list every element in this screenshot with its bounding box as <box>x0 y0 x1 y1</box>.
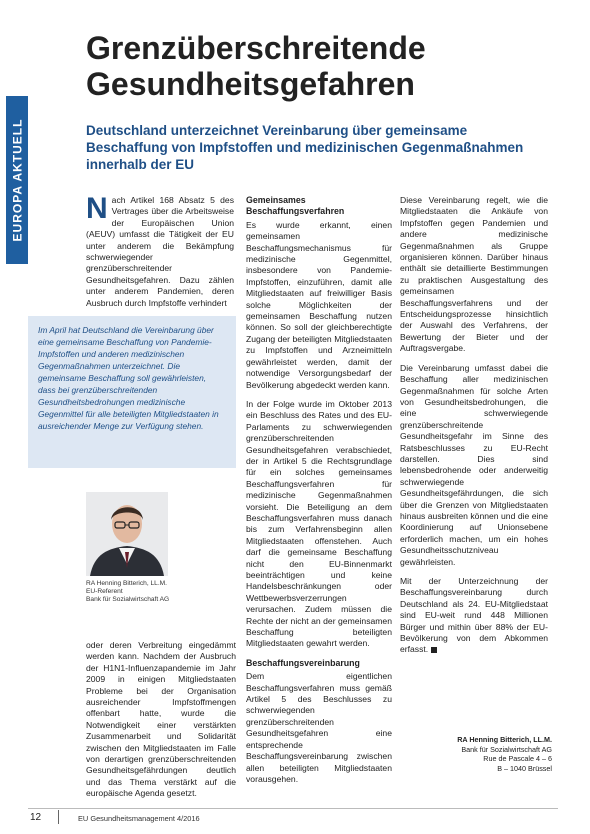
caption-org: Bank für Sozialwirtschaft AG <box>86 596 170 603</box>
intro-paragraph <box>86 192 234 309</box>
paragraph-signature-germany <box>400 576 548 656</box>
caption-name: RA Henning Bitterich, LL.M. <box>86 580 167 587</box>
paragraph-procedure-2: In der Folge wurde im Oktober 2013 ein Beschluss des Rates und des EU-Parlaments zu schwerwiegenden grenzüberschreitenden Gesundheitsgefahren verabschiedet, der in Artikel 5 die Rechtsgrundlage für ein solches gemeinsames Beschaffungsverfahren für medizinische Gegenmaßnahmen vorsieht. Die Beteiligung an dem Beschaffungsverfahren muss danach bis zum Verfahrensbeginn allen Mitgliedstaaten offenstehen. Auch darf die gemeinsame Beschaffung nicht den EU-Binnenmarkt beeinträchtigen und keine Handelsbeschränkungen oder Wettbewerbsverzerrungen verursachen. Zudem müssen die Rechte der nicht an der gemeinsamen Beschaffung beteiligten Mitgliedstaaten gewahrt werden. <box>246 398 392 649</box>
heading-procurement-procedure: Gemeinsames Beschaffungsverfahren <box>246 195 345 217</box>
caption-role: EU-Referent <box>86 588 123 595</box>
article-subtitle: Deutschland unterzeichnet Vereinbarung über gemeinsame Beschaffung von Impfstoffen und medizinischen Gegenmaßnahmen innerhalb der EU <box>86 123 524 172</box>
drop-cap: N <box>86 192 108 225</box>
column-1-bottom <box>86 640 236 808</box>
article-title: Grenzüberschreitende Gesundheitsgefahren <box>86 30 426 102</box>
section-tab <box>6 96 28 264</box>
paragraph-scope: Die Vereinbarung umfasst dabei die Beschaffung aller medizinischen Gegenmaßnahmen für solche Arten von Gesundheitsbedrohungen, die eine schwerwiegende grenzüberschreitende Gesundheitsgefahr im Sinne des Ratsbeschlusses zu EU-Recht darstellen. Dies sind lebensbedrohende oder anderweitig schwerwiegende Gesundheitsgefährdungen, die sich über die Grenzen von Mitgliedstaaten hinaus ausbreiten können und die eine Koordinierung auf Unionsebene erforderlich machen, um ein hohes Gesundheitsschutzniveau gewährleisten. <box>400 362 548 567</box>
footer-divider <box>28 808 558 809</box>
closing-text: Mit der Unterzeichnung der Beschaffungsvereinbarung durch Deutschland als 24. EU-Mitgliedstaat sind EU-weit rund 448 Millionen Bürger und mithin über 88% der EU-Bevölkerung von dem Abkommen erfasst. <box>400 576 548 655</box>
portrait-image <box>86 492 168 576</box>
publication-name: EU Gesundheitsmanagement 4/2016 <box>78 814 200 823</box>
history-paragraph: oder deren Verbreitung eingedämmt werden kann. Nachdem der Ausbruch der H1N1-Influenzapandemie im Jahr 2009 in einigen Mitgliedstaaten Probleme bei der Organisation ausreichender Impfstoffmengen offenbart hatte, wurde die Notwendigkeit einer verstärkten Zusammenarbeit und Solidarität zwischen den Mitgliedstaaten im Falle von derartigen grenzüberschreitenden Gesundheitsgefährdungen deutlich und das Thema verstärkt auf die europäische Agenda gesetzt. <box>86 640 236 799</box>
page-number: 12 <box>30 812 42 823</box>
section-tab-label: EUROPA AKTUELL <box>10 118 25 242</box>
paragraph-procedure-1: Es wurde erkannt, einen gemeinsamen Beschaffungsmechanismus für medizinische Gegenmittel, insbesondere von Pandemie-Impfstoffen, einzuführen, damit alle Mitgliedstaaten auf freiwilliger Basis solche Möglichkeiten der gemeinsamen Beschaffung nutzen können. So soll der gleichberechtigte Zugang der beteiligten Mitgliedstaaten zu Impfstoffen und Arzneimitteln gewährleistet werden, damit der notwendige Versorgungsbedarf der Bevölkerung abgedeckt werden kann. <box>246 219 392 390</box>
signature-name: RA Henning Bitterich, LL.M. <box>457 735 552 744</box>
paragraph-agreement: Dem eigentlichen Beschaffungsverfahren muss gemäß Artikel 5 des Beschlusses zu schwerwiegenden grenzüberschreitenden Gesundheitsgefahren eine entsprechende Beschaffungsvereinbarung zwischen allen beteiligten Mitgliedstaaten vorausgehen. <box>246 671 392 784</box>
author-photo <box>86 492 168 576</box>
column-3 <box>400 195 548 664</box>
column-2 <box>246 195 392 793</box>
pull-quote: Im April hat Deutschland die Vereinbarung über eine gemeinsame Beschaffung von Pandemie-Impfstoffen und anderen medizinischen Gegenmaßnahmen unterzeichnet. Die gemeinsame Beschaffung soll gewährleisten, dass bei grenzüberschreitenden Gesundheitsbedrohungen medizinische Gegenmittel für alle beteiligten Mitgliedstaaten in ausreichender Menge zur Verfügung stehen. <box>28 316 236 468</box>
photo-caption <box>86 580 236 604</box>
column-1-top <box>86 192 234 317</box>
intro-text: ach Artikel 168 Absatz 5 des Vertrages über die Arbeitsweise der Europäischen Union (AEUV) umfasst die Tätigkeit der EU unter anderem die Bekämpfung schwerwiegender grenzüberschreitender Gesundheitsgefahren. Dazu zählen unter anderem Pandemien, deren Ausbruch durch Impfstoffe verhindert <box>86 195 234 308</box>
signature-street: Rue de Pascale 4 – 6 <box>483 754 552 764</box>
signature-city: B – 1040 Brüssel <box>497 763 552 773</box>
footer-separator <box>58 810 59 824</box>
paragraph-regulation: Diese Vereinbarung regelt, wie die Mitgliedstaaten die Ankäufe von Impfstoffen gegen Pandemien und andere medizinische Gegenmaßnahmen als Gruppe organisieren können. Darüber hinaus enthält sie detaillierte Bestimmungen zu praktischen Ausgestaltung des gemeinsamen Beschaffungsverfahrens und der Entscheidungsprozesse hinsichtlich der Auswahl des Verfahrens, der Bewertung der Bieter und der Auftragsvergabe. <box>400 195 548 354</box>
signature-org: Bank für Sozialwirtschaft AG <box>461 744 552 754</box>
author-signature <box>428 735 552 773</box>
end-mark-icon <box>431 647 437 653</box>
heading-procurement-agreement: Beschaffungsvereinbarung <box>246 657 360 668</box>
